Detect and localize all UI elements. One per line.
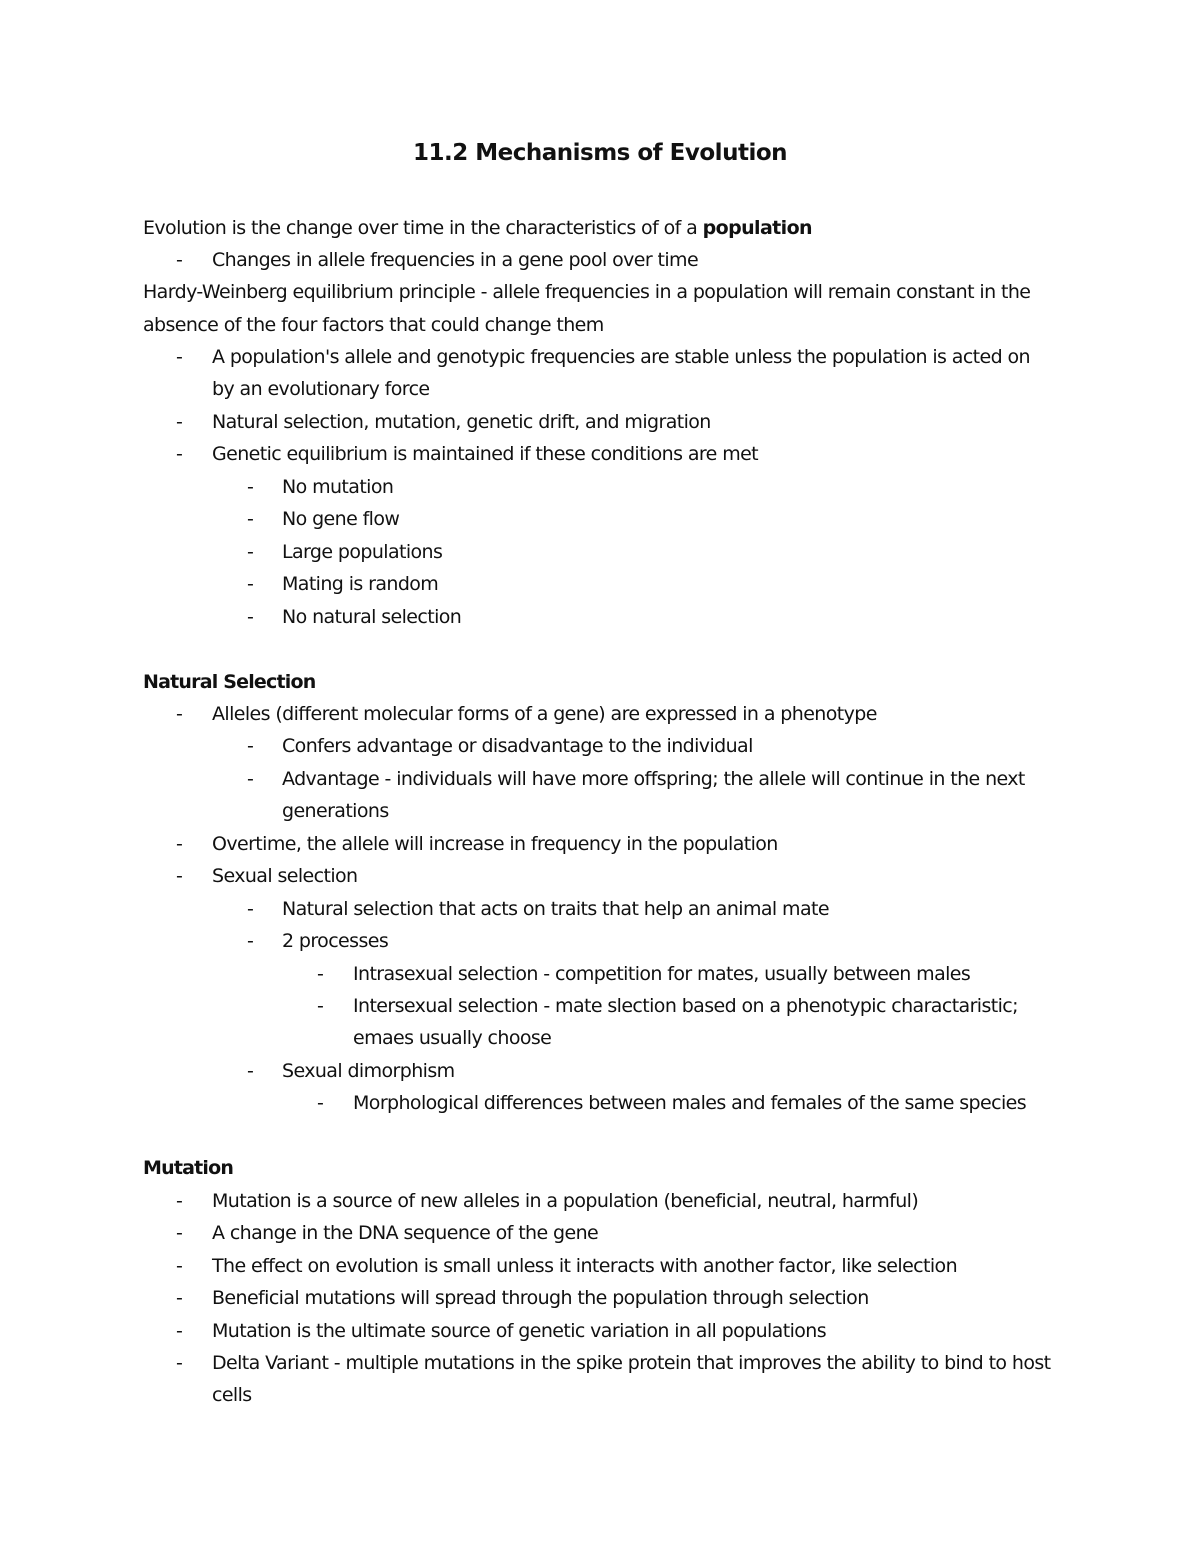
list-item: Advantage - individuals will have more offspring; the allele will continue in the next <box>282 768 1025 790</box>
bullet-dash: - <box>176 346 183 368</box>
list-item: Genetic equilibrium is maintained if these conditions are met <box>212 443 759 465</box>
section-heading-natural-selection: Natural Selection <box>143 671 316 693</box>
bullet-dash: - <box>176 833 183 855</box>
bullet-dash: - <box>176 1320 183 1342</box>
list-item: Changes in allele frequencies in a gene pool over time <box>212 249 699 271</box>
bullet-dash: - <box>317 995 324 1017</box>
hardy-weinberg-line-1: Hardy-Weinberg equilibrium principle - allele frequencies in a population will remain constant in the <box>143 281 1031 303</box>
list-item: Sexual dimorphism <box>282 1060 455 1082</box>
intro-definition-text: Evolution is the change over time in the characteristics of of a <box>143 217 703 239</box>
bullet-dash: - <box>247 768 254 790</box>
bullet-dash: - <box>176 865 183 887</box>
page-title: 11.2 Mechanisms of Evolution <box>412 140 787 166</box>
list-item: Confers advantage or disadvantage to the individual <box>282 735 753 757</box>
bullet-dash: - <box>247 606 254 628</box>
list-item: Sexual selection <box>212 865 358 887</box>
condition-item: No natural selection <box>282 606 462 628</box>
bullet-dash: - <box>247 476 254 498</box>
list-item: Mutation is the ultimate source of genetic variation in all populations <box>212 1320 827 1342</box>
list-item: Natural selection that acts on traits that help an animal mate <box>282 898 829 920</box>
bullet-dash: - <box>247 541 254 563</box>
intro-definition <box>143 212 812 245</box>
bullet-dash: - <box>176 1222 183 1244</box>
bullet-dash: - <box>247 1060 254 1082</box>
bullet-dash: - <box>247 930 254 952</box>
list-item: The effect on evolution is small unless it interacts with another factor, like selection <box>212 1255 958 1277</box>
bullet-dash: - <box>317 1092 324 1114</box>
list-item-continuation: emaes usually choose <box>353 1027 552 1049</box>
list-item: Delta Variant - multiple mutations in the spike protein that improves the ability to bind to host <box>212 1352 1051 1374</box>
bullet-dash: - <box>176 411 183 433</box>
bullet-dash: - <box>176 249 183 271</box>
condition-item: Large populations <box>282 541 443 563</box>
bullet-dash: - <box>176 443 183 465</box>
condition-item: No mutation <box>282 476 394 498</box>
list-item: Mutation is a source of new alleles in a population (beneficial, neutral, harmful) <box>212 1190 919 1212</box>
list-item: Beneficial mutations will spread through the population through selection <box>212 1287 869 1309</box>
bullet-dash: - <box>176 1352 183 1374</box>
hardy-weinberg-line-2: absence of the four factors that could change them <box>143 314 604 336</box>
list-item-continuation: generations <box>282 800 389 822</box>
bullet-dash: - <box>247 735 254 757</box>
list-item-continuation: by an evolutionary force <box>212 378 430 400</box>
list-item: Overtime, the allele will increase in frequency in the population <box>212 833 778 855</box>
list-item: Intrasexual selection - competition for mates, usually between males <box>353 963 971 985</box>
bullet-dash: - <box>176 703 183 725</box>
bullet-dash: - <box>176 1255 183 1277</box>
intro-definition-bold: population <box>702 217 812 239</box>
list-item: Alleles (different molecular forms of a gene) are expressed in a phenotype <box>212 703 877 725</box>
list-item: 2 processes <box>282 930 389 952</box>
list-item: A change in the DNA sequence of the gene <box>212 1222 599 1244</box>
bullet-dash: - <box>247 573 254 595</box>
bullet-dash: - <box>247 898 254 920</box>
condition-item: No gene flow <box>282 508 400 530</box>
list-item: A population's allele and genotypic frequencies are stable unless the population is acted on <box>212 346 1030 368</box>
bullet-dash: - <box>317 963 324 985</box>
list-item: Natural selection, mutation, genetic drift, and migration <box>212 411 711 433</box>
condition-item: Mating is random <box>282 573 439 595</box>
list-item-continuation: cells <box>212 1384 252 1406</box>
list-item: Intersexual selection - mate slection based on a phenotypic charactaristic; <box>353 995 1018 1017</box>
bullet-dash: - <box>247 508 254 530</box>
list-item: Morphological differences between males and females of the same species <box>353 1092 1027 1114</box>
bullet-dash: - <box>176 1190 183 1212</box>
section-heading-mutation: Mutation <box>143 1157 234 1179</box>
bullet-dash: - <box>176 1287 183 1309</box>
